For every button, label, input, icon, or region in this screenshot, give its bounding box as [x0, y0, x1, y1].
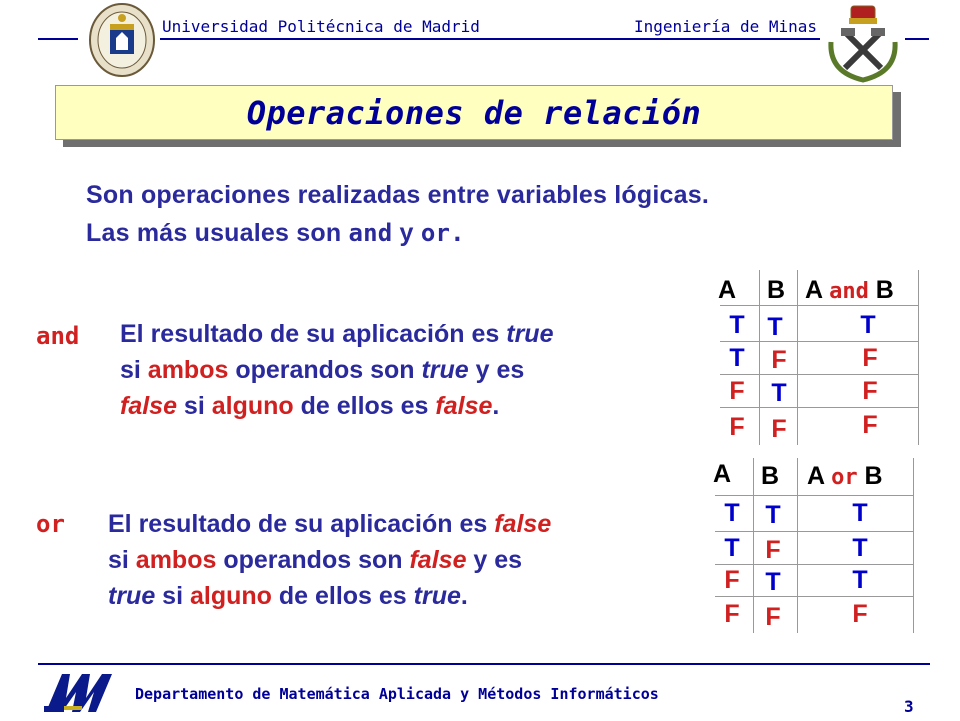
university-seal-icon [88, 2, 156, 78]
and-description: El resultado de su aplicación es true si ambos operandos son true y es false si alguno de ellos es false. [120, 320, 554, 420]
and-cell-r2-a: T [729, 344, 745, 372]
and-table-rule [720, 374, 918, 375]
and-table-header-a: A [718, 276, 737, 304]
header-rule-right [905, 38, 929, 40]
header-rule-left [38, 38, 78, 40]
and-table-rule [720, 305, 918, 306]
footer-rule [38, 663, 930, 665]
or-cell-r2-a: T [724, 534, 740, 562]
or-cell-r1-result: T [852, 499, 868, 527]
and-cell-r1-b: T [767, 313, 783, 341]
and-cell-r1-a: T [729, 311, 745, 339]
page-title: Operaciones de relación [246, 93, 702, 132]
and-cell-r3-a: F [729, 377, 745, 405]
and-cell-r2-result: F [862, 344, 878, 372]
and-table-header-result: A and B [805, 276, 894, 304]
mining-crest-icon [823, 2, 903, 84]
school-name: Ingeniería de Minas [634, 17, 818, 36]
or-table-rule [715, 495, 913, 496]
or-table-divider-2 [797, 458, 798, 633]
university-name: Universidad Politécnica de Madrid [162, 17, 480, 36]
or-cell-r4-a: F [724, 600, 740, 628]
and-cell-r3-result: F [862, 377, 878, 405]
or-cell-r2-result: T [852, 534, 868, 562]
or-cell-r3-result: T [852, 566, 868, 594]
and-cell-r3-b: T [771, 379, 787, 407]
and-table-rule [720, 407, 918, 408]
or-table-header-a: A [713, 460, 732, 488]
department-logo-icon [42, 668, 118, 716]
or-table-header-b: B [761, 462, 780, 490]
intro-line-1: Son operaciones realizadas entre variables lógicas. [86, 181, 709, 209]
and-cell-r1-result: T [860, 311, 876, 339]
or-table-rule [715, 531, 913, 532]
title-box [55, 85, 893, 140]
or-keyword: or [36, 510, 65, 538]
intro-line-2: Las más usuales son and y or. [86, 219, 465, 247]
or-cell-r1-b: T [765, 501, 781, 529]
or-cell-r3-b: T [765, 568, 781, 596]
and-table-divider-3 [918, 270, 919, 445]
or-cell-r4-result: F [852, 600, 868, 628]
or-cell-r4-b: F [765, 603, 781, 631]
or-cell-r2-b: F [765, 536, 781, 564]
department-name: Departamento de Matemática Aplicada y Métodos Informáticos [135, 685, 659, 703]
or-cell-r1-a: T [724, 499, 740, 527]
and-table-header-b: B [767, 276, 786, 304]
and-table-rule [720, 341, 918, 342]
or-table-rule [715, 596, 913, 597]
or-description: El resultado de su aplicación es false si ambos operandos son false y es true si alguno de ellos es true. [108, 510, 552, 610]
or-table-rule [715, 564, 913, 565]
and-cell-r2-b: F [771, 346, 787, 374]
or-table-divider-3 [913, 458, 914, 633]
and-cell-r4-result: F [862, 411, 878, 439]
page-number: 3 [904, 697, 914, 716]
and-keyword: and [36, 322, 80, 350]
and-cell-r4-a: F [729, 413, 745, 441]
or-table-header-result: A or B [807, 462, 883, 490]
and-cell-r4-b: F [771, 415, 787, 443]
header-rule-center [160, 38, 820, 40]
or-cell-r3-a: F [724, 566, 740, 594]
